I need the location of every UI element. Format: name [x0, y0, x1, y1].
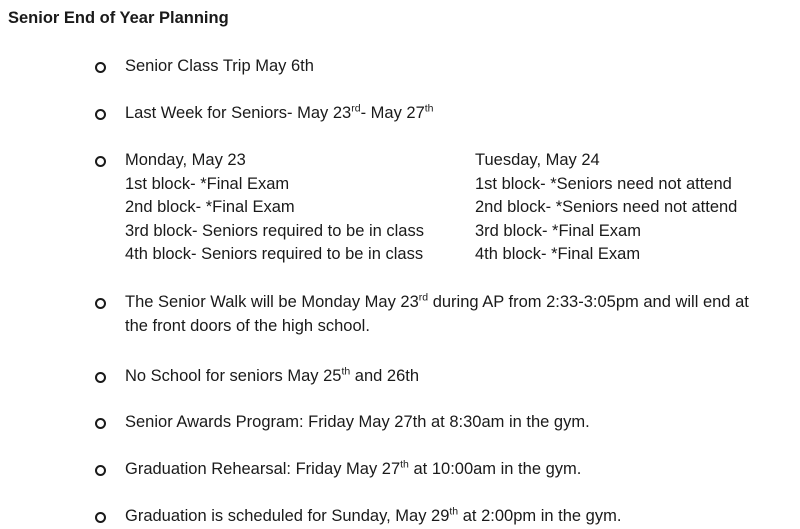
item-text: - May 27 [360, 104, 425, 122]
list-item-last-week [125, 102, 785, 126]
item-text: at 10:00am in the gym. [408, 460, 582, 478]
superscript: th [424, 102, 434, 115]
schedule-line: 2nd block- *Seniors need not attend [475, 198, 738, 216]
schedule-line: 1st block- *Final Exam [125, 174, 290, 193]
superscript: th [449, 505, 459, 518]
list-item-rehearsal [125, 458, 785, 482]
list-item-graduation [125, 505, 785, 529]
schedule-line: 1st block- *Seniors need not attend [475, 174, 732, 193]
bullet-icon [95, 62, 106, 73]
schedule-line: 2nd block- *Final Exam [125, 198, 295, 216]
schedule-line: 3rd block- Seniors required to be in class [125, 221, 424, 240]
list-item-awards [125, 411, 785, 435]
superscript: rd [351, 102, 361, 115]
schedule-line: 4th block- Seniors required to be in class [125, 245, 424, 263]
item-text: Senior Class Trip May 6th [125, 57, 314, 75]
bullet-icon [95, 156, 106, 167]
schedule-line: 4th block- *Final Exam [475, 245, 641, 263]
list-item-class-trip [125, 55, 785, 79]
item-text: The Senior Walk will be Monday May 23 [125, 293, 419, 311]
bullet-icon [95, 372, 106, 383]
bullet-icon [95, 298, 106, 309]
list-item-senior-walk [125, 291, 755, 338]
superscript: th [341, 365, 351, 378]
superscript: rd [418, 291, 429, 304]
list-item-no-school [125, 365, 785, 389]
item-text: Graduation Rehearsal: Friday May 27 [125, 460, 401, 478]
monday-schedule [125, 149, 424, 267]
item-text: and 26th [350, 367, 420, 385]
bullet-icon [95, 512, 106, 523]
item-text: No School for seniors May 25 [125, 367, 342, 385]
item-text: during AP from 2:33-3:05pm and will end at the front doors of the high school. [125, 293, 749, 335]
item-text: Graduation is scheduled for Sunday, May 29 [125, 507, 450, 525]
item-text: at 2:00pm in the gym. [458, 507, 622, 525]
schedule-line: Tuesday, May 24 [475, 151, 600, 169]
list-item-schedule [125, 149, 785, 267]
page-title: Senior End of Year Planning [8, 9, 229, 27]
bullet-icon [95, 465, 106, 476]
superscript: th [400, 458, 409, 471]
schedule-line: 3rd block- *Final Exam [475, 221, 641, 240]
item-text: Senior Awards Program: Friday May 27th at 8:30am in the gym. [125, 413, 590, 431]
bullet-icon [95, 418, 106, 429]
item-text: Last Week for Seniors- May 23 [125, 104, 352, 122]
schedule-line: Monday, May 23 [125, 151, 246, 169]
tuesday-schedule [475, 149, 737, 267]
bullet-icon [95, 109, 106, 120]
